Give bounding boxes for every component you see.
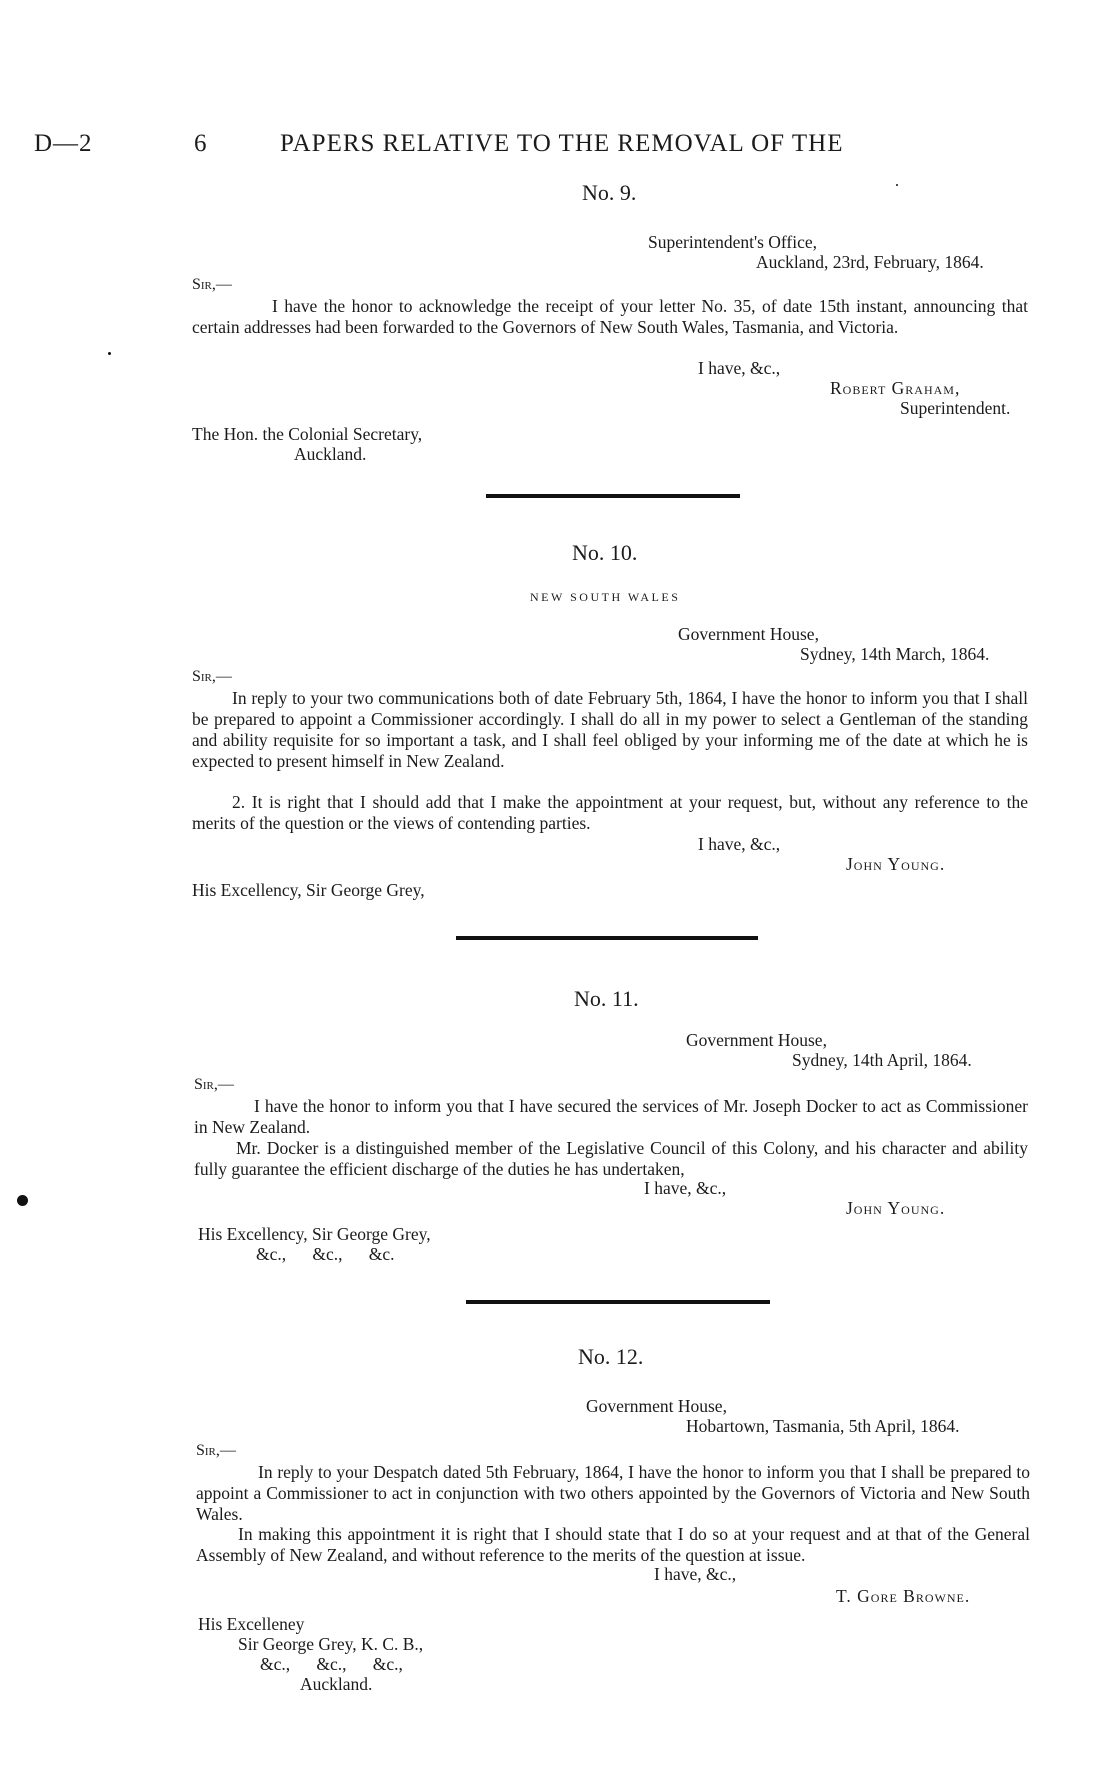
letter-9-salutation: Sir,— xyxy=(192,276,232,293)
letter-10-salutation: Sir,— xyxy=(192,668,232,685)
letter-11-paragraph-2: Mr. Docker is a distinguished member of the Legislative Council of this Colony, and his character and ability fully guarantee the efficient discharge of the duties he has undertaken, xyxy=(194,1138,1028,1179)
letter-11-addressee-line1: His Excellency, Sir George Grey, xyxy=(198,1224,431,1244)
letter-10-addressee-line1: His Excellency, Sir George Grey, xyxy=(192,880,425,900)
letter-10-signature: John Young. xyxy=(846,854,946,874)
letter-10-closing: I have, &c., xyxy=(698,834,781,854)
letter-9-signature-title: Superintendent. xyxy=(900,398,1011,418)
letter-10-from-line1: Government House, xyxy=(678,624,819,644)
section-divider xyxy=(466,1300,770,1304)
letter-12-addressee-line2: Sir George Grey, K. C. B., xyxy=(238,1634,424,1654)
letter-12-signature: T. Gore Browne. xyxy=(836,1586,971,1606)
letter-9-signature: Robert Graham, xyxy=(830,378,961,398)
letter-12-salutation: Sir,— xyxy=(196,1442,236,1459)
scan-mark xyxy=(896,184,898,186)
letter-10-from-line2: Sydney, 14th March, 1864. xyxy=(800,644,990,664)
letter-11-from-line2: Sydney, 14th April, 1864. xyxy=(792,1050,972,1070)
letter-10-subheading: NEW SOUTH WALES xyxy=(530,590,681,604)
letter-10-number: No. 10. xyxy=(572,540,638,565)
letter-11-salutation: Sir,— xyxy=(194,1076,234,1093)
letter-9-from-line1: Superintendent's Office, xyxy=(648,232,818,252)
letter-9-from-line2: Auckland, 23rd, February, 1864. xyxy=(756,252,984,272)
letter-12-addressee-line4: Auckland. xyxy=(300,1674,373,1694)
letter-9-addressee-line2: Auckland. xyxy=(294,444,367,464)
letter-9-number: No. 9. xyxy=(582,180,637,205)
letter-9-addressee-line1: The Hon. the Colonial Secretary, xyxy=(192,424,423,444)
letter-11-addressee-line2: &c., &c., &c. xyxy=(256,1244,395,1264)
letter-12-addressee-line1: His Excelleney xyxy=(198,1614,305,1634)
letter-12-from-line1: Government House, xyxy=(586,1396,727,1416)
letter-11-paragraph-1: I have the honor to inform you that I have secured the services of Mr. Joseph Docker to act as Commissioner in New Zealand. xyxy=(194,1096,1028,1137)
letter-9-paragraph-1: I have the honor to acknowledge the receipt of your letter No. 35, of date 15th instant, announcing that certain addresses had been forwarded to the Governors of New South Wales, Tasmania, and Victoria. xyxy=(192,296,1028,337)
scan-mark xyxy=(108,352,111,355)
letter-9-closing: I have, &c., xyxy=(698,358,781,378)
letter-12-closing: I have, &c., xyxy=(654,1564,737,1584)
letter-10-paragraph-2: 2. It is right that I should add that I make the appointment at your request, but, without any reference to the merits of the question or the views of contending parties. xyxy=(192,792,1028,833)
section-divider xyxy=(486,494,740,498)
scan-mark xyxy=(17,1195,28,1206)
letter-11-number: No. 11. xyxy=(574,986,639,1011)
letter-10-paragraph-1: In reply to your two communications both of date February 5th, 1864, I have the honor to inform you that I shall be prepared to appoint a Commissioner accordingly. I shall do all in my power to select a Gentleman of the standing and ability requisite for so important a task, and I shall feel obliged by your informing me of the date at which he is expected to present himself in New Zealand. xyxy=(192,688,1028,771)
letter-12-paragraph-1: In reply to your Despatch dated 5th February, 1864, I have the honor to inform you that I shall be prepared to appoint a Commissioner to act in conjunction with two others appointed by the Governors of Victoria and New South Wales. xyxy=(196,1462,1030,1524)
section-divider xyxy=(456,936,758,940)
letter-11-from-line1: Government House, xyxy=(686,1030,827,1050)
letter-12-from-line2: Hobartown, Tasmania, 5th April, 1864. xyxy=(686,1416,960,1436)
letter-11-closing: I have, &c., xyxy=(644,1178,727,1198)
document-code: D—2 xyxy=(34,130,93,157)
letter-12-number: No. 12. xyxy=(578,1344,644,1369)
page-number: 6 xyxy=(194,130,208,157)
letter-11-signature: John Young. xyxy=(846,1198,946,1218)
letter-12-paragraph-2: In making this appointment it is right that I should state that I do so at your request and at that of the General Assembly of New Zealand, and without reference to the merits of the question at issue. xyxy=(196,1524,1030,1565)
page-title: PAPERS RELATIVE TO THE REMOVAL OF THE xyxy=(280,130,844,157)
letter-12-addressee-line3: &c., &c., &c., xyxy=(260,1654,403,1674)
